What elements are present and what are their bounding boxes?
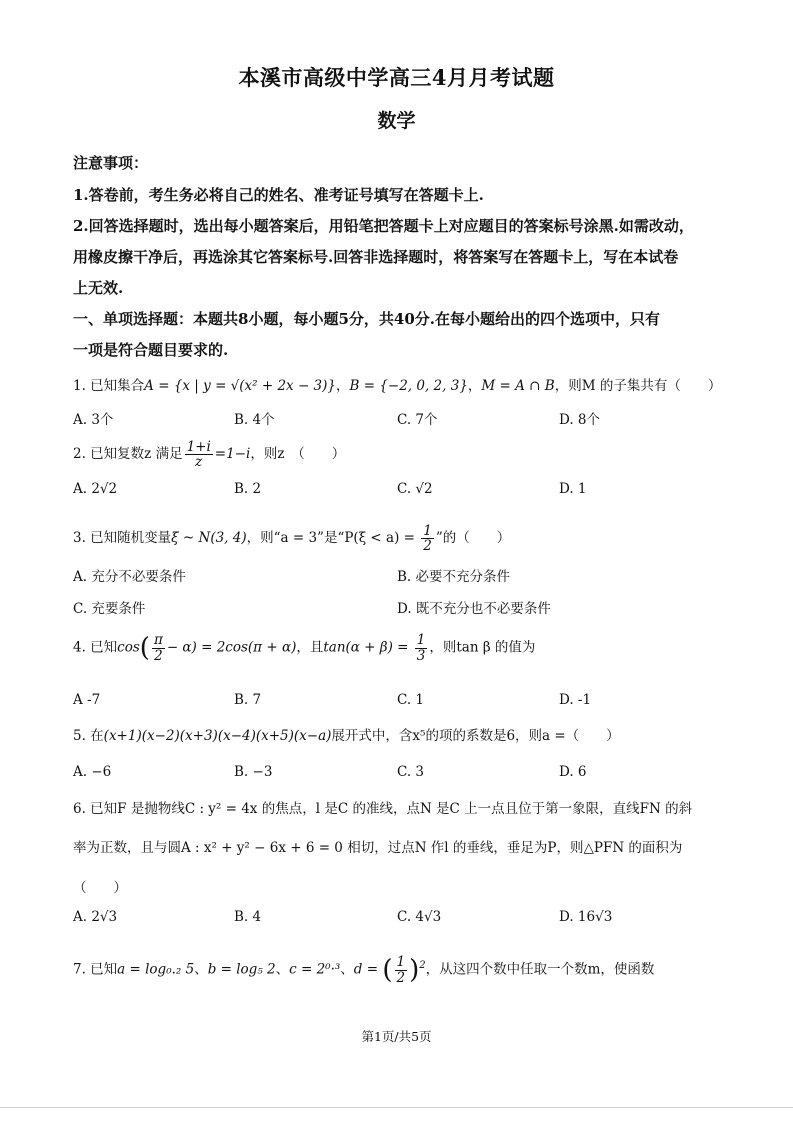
question-7-open-paren: (	[382, 955, 393, 985]
question-2-fraction	[185, 440, 213, 469]
question-1-set-m: M = A ∩ B	[481, 378, 555, 394]
question-4-tan-sum: tan(α + β) =	[323, 639, 413, 656]
question-7-separator-1: 、	[194, 961, 208, 978]
question-4-equation-tail: − α) = 2cos(π + α)	[166, 639, 297, 656]
question-1-suffix: ，则M 的子集共有（ ）	[554, 378, 722, 394]
question-6-line-1: 6. 已知F 是抛物线C : y² = 4x 的焦点，l 是C 的准线，点N 是C 上一点且位于第一象限，直线FN 的斜	[73, 801, 693, 817]
question-2-fraction-denominator: z	[195, 454, 203, 471]
subject-title: 数学	[377, 110, 416, 132]
question-4-fraction-2-numerator: 1	[416, 632, 426, 649]
question-1-option-a: A. 3个	[73, 412, 114, 428]
question-7	[73, 955, 654, 985]
question-7-separator-2: 、	[275, 961, 290, 978]
question-7-c: c = 2⁰·³	[289, 961, 341, 978]
question-4-suffix: ，则tan β 的值为	[429, 639, 536, 656]
question-5	[73, 724, 620, 744]
question-2-option-c: C. √2	[397, 481, 433, 497]
question-7-suffix: ，从这四个数中任取一个数m，使函数	[425, 961, 655, 978]
question-3-middle: ，则“a = 3”是“P(ξ < a) =	[246, 530, 420, 547]
question-6-line-2: 率为正数，且与圆A : x² + y² − 6x + 6 = 0 相切，过点N 作l 的垂线，垂足为P，则△PFN 的面积为	[73, 840, 683, 856]
notice-item-2-line-3: 上无效.	[73, 279, 124, 297]
question-7-fraction	[395, 955, 408, 984]
question-7-exponent: 2	[419, 960, 426, 971]
notice-item-2-line-2: 用橡皮擦干净后，再选涂其它答案标号.回答非选择题时，将答案写在答题卡上，写在本试卷	[73, 248, 679, 266]
question-6-option-c: C. 4√3	[397, 909, 442, 925]
question-4-middle: ，且	[296, 639, 324, 656]
question-7-a: a = log₀.₂ 5	[117, 961, 195, 978]
question-2-fraction-numerator: 1+i	[186, 439, 211, 455]
question-4-option-d: D. -1	[559, 692, 592, 708]
question-5-expression: (x+1)(x−2)(x+3)(x−4)(x+5)(x−a)	[103, 728, 332, 744]
question-3-fraction-denominator: 2	[423, 538, 432, 555]
question-7-prefix: 7. 已知	[73, 961, 118, 978]
question-2-suffix: ，则z （ ）	[250, 446, 346, 463]
section-1-heading-line-2: 一项是符合题目要求的.	[73, 341, 229, 359]
question-6-line-3: （ ）	[73, 880, 127, 896]
question-4-option-a: A -7	[73, 692, 101, 708]
question-6-option-b: B. 4	[234, 909, 262, 925]
question-5-option-c: C. 3	[397, 764, 425, 780]
question-5-suffix: 展开式中，含x⁵的项的系数是6，则a =（ ）	[331, 728, 620, 744]
notice-heading: 注意事项：	[73, 154, 149, 172]
notice-item-1: 1.答卷前，考生务必将自己的姓名、准考证号填写在答题卡上.	[73, 186, 484, 204]
question-7-close-paren: )	[409, 955, 420, 985]
question-1-option-d: D. 8个	[559, 412, 601, 428]
bottom-divider	[0, 1107, 793, 1108]
question-7-b: b = log₅ 2	[207, 961, 276, 978]
question-4	[73, 633, 535, 663]
section-1-heading-line-1: 一、单项选择题：本题共8小题，每小题5分，共40分.在每小题给出的四个选项中，只有	[73, 310, 660, 328]
question-3	[73, 524, 510, 553]
page-title: 本溪市高级中学高三4月月考试题	[238, 65, 555, 90]
question-2-option-d: D. 1	[559, 481, 587, 497]
question-3-option-c: C. 充要条件	[73, 601, 146, 617]
question-4-option-c: C. 1	[397, 692, 425, 708]
question-5-option-d: D. 6	[559, 764, 587, 780]
question-1: 1. 已知集合A = {x | y = √(x² + 2x − 3)}，B = {−2, 0, 2, 3}，M = A ∩ B，则M 的子集共有（ ）	[73, 378, 722, 394]
question-4-fraction-numerator: π	[153, 632, 163, 649]
question-4-fraction-2-denominator: 3	[416, 647, 426, 664]
question-1-set-a: A = {x | y = √(x² + 2x − 3)}	[144, 378, 336, 394]
question-3-fraction	[421, 524, 434, 553]
question-7-fraction-denominator: 2	[396, 969, 406, 986]
question-3-option-b: B. 必要不充分条件	[397, 569, 511, 585]
question-2	[73, 440, 345, 469]
question-3-fraction-numerator: 1	[423, 523, 432, 539]
question-2-option-a: A. 2√2	[73, 481, 118, 497]
question-3-distribution: ξ ~ N(3, 4)	[171, 530, 247, 547]
question-4-fraction-denominator: 2	[154, 647, 163, 664]
question-5-option-a: A. −6	[73, 764, 112, 780]
question-4-cos: cos	[117, 639, 140, 656]
question-4-fraction	[152, 633, 165, 662]
question-5-prefix: 5. 在	[73, 728, 104, 744]
question-4-prefix: 4. 已知	[73, 639, 118, 656]
question-4-option-b: B. 7	[234, 692, 262, 708]
question-6-option-a: A. 2√3	[73, 909, 118, 925]
question-6-option-d: D. 16√3	[559, 909, 613, 925]
question-5-option-b: B. −3	[234, 764, 273, 780]
question-1-set-b: B = {−2, 0, 2, 3}	[349, 378, 468, 394]
question-3-option-a: A. 充分不必要条件	[73, 569, 186, 585]
question-7-separator-3: 、	[340, 961, 354, 978]
question-3-suffix: ”的（ ）	[435, 530, 511, 547]
question-4-fraction-2	[415, 633, 428, 662]
question-2-prefix: 2. 已知复数z 满足	[73, 446, 183, 463]
question-2-option-b: B. 2	[234, 481, 262, 497]
question-2-rhs: =1−i	[214, 446, 251, 463]
page-footer: 第1页/共5页	[361, 1029, 432, 1044]
question-3-prefix: 3. 已知随机变量	[73, 530, 172, 547]
question-1-option-c: C. 7个	[397, 412, 438, 428]
question-7-d-prefix: d =	[353, 961, 383, 978]
question-1-option-b: B. 4个	[234, 412, 275, 428]
question-3-option-d: D. 既不充分也不必要条件	[397, 601, 551, 617]
question-7-fraction-numerator: 1	[396, 954, 406, 971]
question-1-prefix: 1. 已知集合	[73, 378, 145, 394]
question-4-open-paren: (	[139, 633, 150, 663]
notice-item-2-line-1: 2.回答选择题时，选出每小题答案后，用铅笔把答题卡上对应题目的答案标号涂黑.如需改动，	[73, 217, 694, 235]
